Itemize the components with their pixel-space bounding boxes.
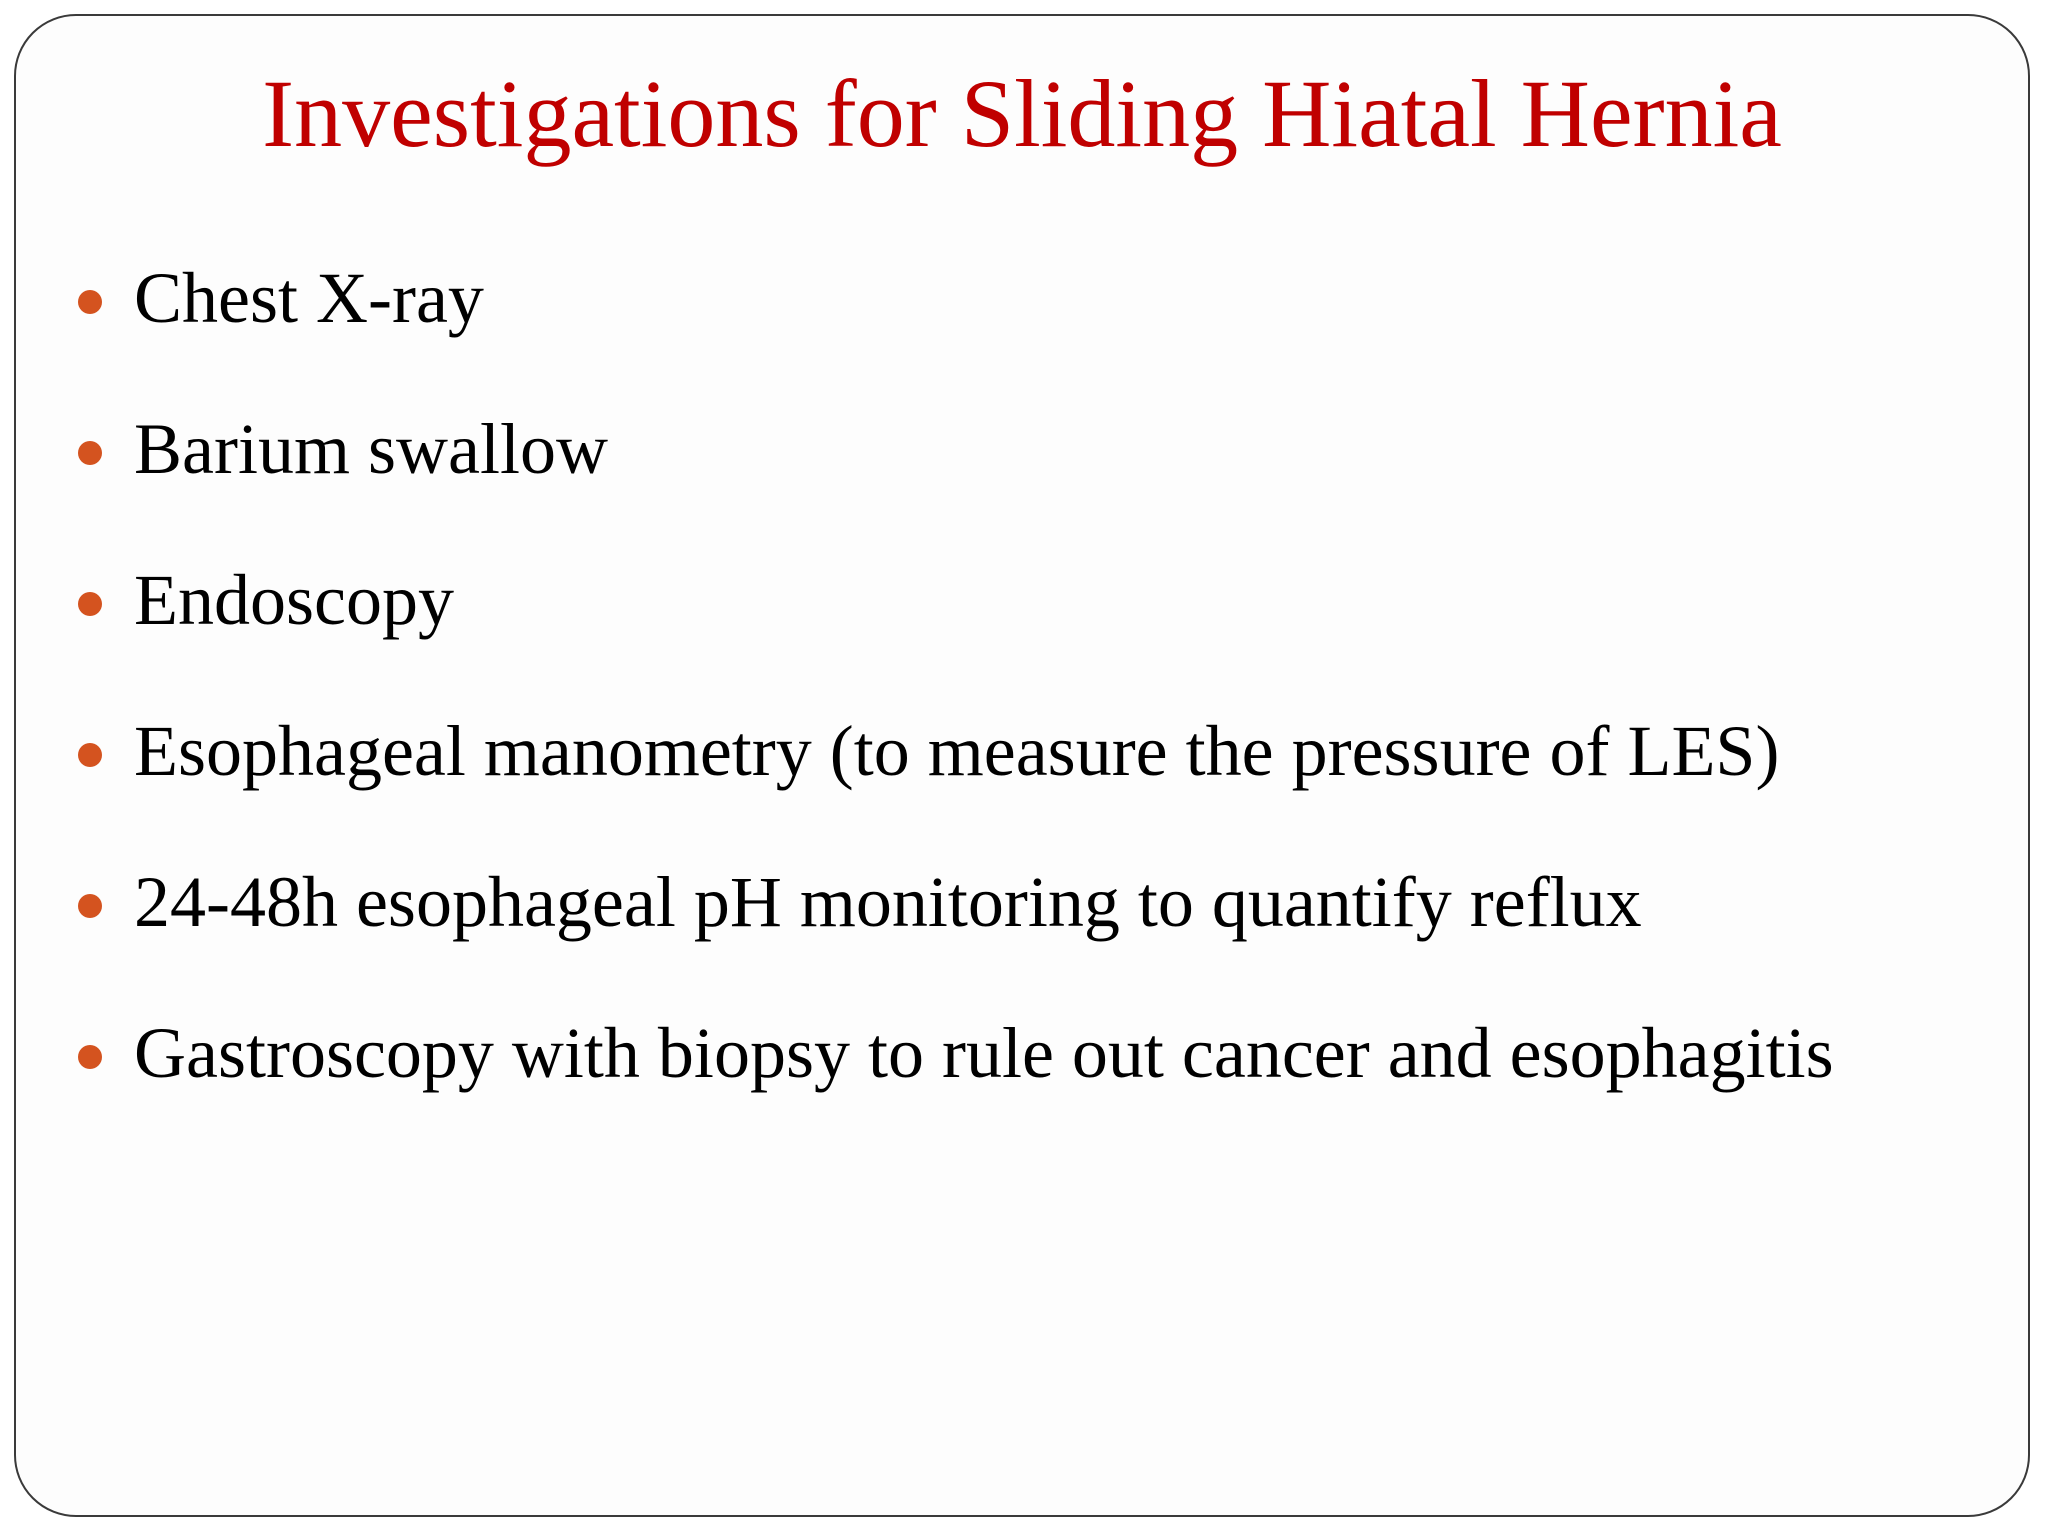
bullet-text: Barium swallow xyxy=(134,409,608,489)
bullet-text: Chest X-ray xyxy=(134,258,484,338)
bullet-icon xyxy=(78,290,102,314)
bullet-item xyxy=(16,1003,2028,1154)
bullet-text: Endoscopy xyxy=(134,560,454,640)
bullet-item xyxy=(16,550,2028,701)
bullet-item xyxy=(16,701,2028,852)
bullet-list xyxy=(16,248,2028,1154)
bullet-item xyxy=(16,248,2028,399)
bullet-icon xyxy=(78,743,102,767)
bullet-text: Gastroscopy with biopsy to rule out cancer and esophagitis xyxy=(134,1013,1834,1093)
bullet-item xyxy=(16,399,2028,550)
bullet-text: 24-48h esophageal pH monitoring to quantify reflux xyxy=(134,862,1642,942)
bullet-icon xyxy=(78,1045,102,1069)
bullet-icon xyxy=(78,592,102,616)
bullet-icon xyxy=(78,441,102,465)
bullet-text: Esophageal manometry (to measure the pressure of LES) xyxy=(134,711,1780,791)
slide-title: Investigations for Sliding Hiatal Hernia xyxy=(262,60,1782,167)
bullet-icon xyxy=(78,894,102,918)
slide-frame xyxy=(14,14,2030,1517)
bullet-item xyxy=(16,852,2028,1003)
